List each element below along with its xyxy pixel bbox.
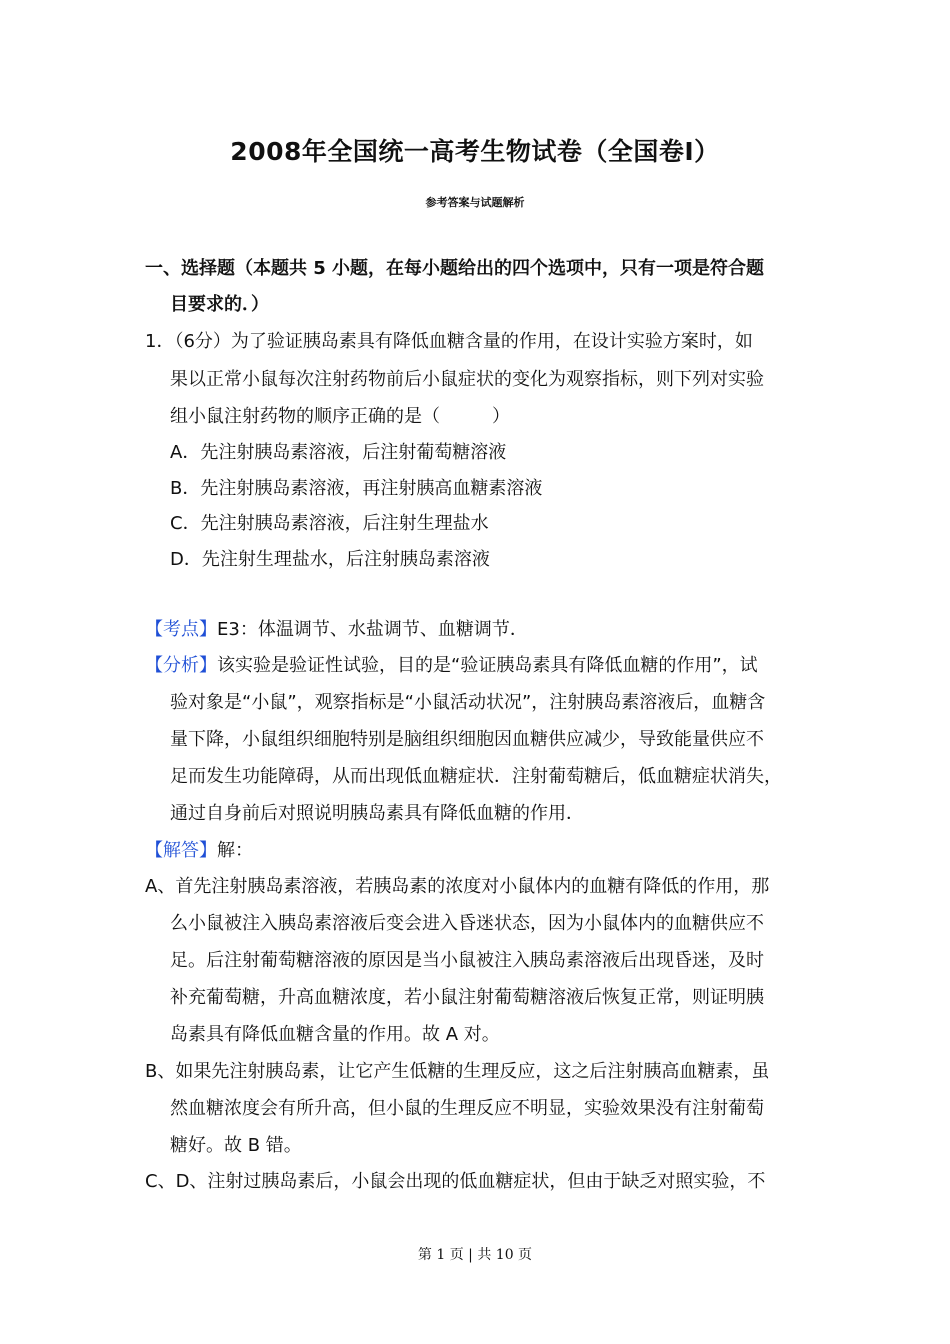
fenxi-line-3: 量下降，小鼠组织细胞特别是脑组织细胞因血糖供应减少，导致能量供应不 bbox=[170, 729, 764, 750]
answer-a-line-2: 么小鼠被注入胰岛素溶液后变会进入昏迷状态，因为小鼠体内的血糖供应不 bbox=[170, 913, 764, 934]
page-title: 2008年全国统一高考生物试卷（全国卷Ⅰ） bbox=[230, 137, 720, 166]
fenxi-line-5: 通过自身前后对照说明胰岛素具有降低血糖的作用． bbox=[170, 803, 584, 824]
answer-a-line-3: 足。后注射葡萄糖溶液的原因是当小鼠被注入胰岛素溶液后出现昏迷，及时 bbox=[170, 950, 764, 971]
jieda-text: 解： bbox=[217, 840, 253, 861]
question-stem-close: ） bbox=[492, 406, 510, 427]
option-a: A．先注射胰岛素溶液，后注射葡萄糖溶液 bbox=[170, 442, 507, 463]
option-c: C．先注射胰岛素溶液，后注射生理盐水 bbox=[170, 513, 489, 534]
answer-b-line-3: 糖好。故 B 错。 bbox=[170, 1135, 302, 1156]
jieda-tag: 【解答】 bbox=[145, 840, 217, 861]
option-d: D．先注射生理盐水，后注射胰岛素溶液 bbox=[170, 549, 490, 570]
fenxi-line-4: 足而发生功能障碍，从而出现低血糖症状．注射葡萄糖后，低血糖症状消失， bbox=[170, 766, 782, 787]
section-heading-line-2: 目要求的．） bbox=[170, 294, 269, 315]
answer-b-line-1: B、如果先注射胰岛素，让它产生低糖的生理反应，这之后注射胰高血糖素，虽 bbox=[145, 1061, 770, 1082]
question-stem-line-2: 果以正常小鼠每次注射药物前后小鼠症状的变化为观察指标，则下列对实验 bbox=[170, 369, 764, 390]
section-heading-line-1: 一、选择题（本题共 5 小题，在每小题给出的四个选项中，只有一项是符合题 bbox=[145, 258, 765, 279]
kaodian-line bbox=[145, 617, 528, 643]
answer-b-line-2: 然血糖浓度会有所升高，但小鼠的生理反应不明显，实验效果没有注射葡萄 bbox=[170, 1098, 764, 1119]
question-stem-line-1: 1．（6分）为了验证胰岛素具有降低血糖含量的作用，在设计实验方案时，如 bbox=[145, 331, 753, 352]
answer-a-line-4: 补充葡萄糖，升高血糖浓度，若小鼠注射葡萄糖溶液后恢复正常，则证明胰 bbox=[170, 987, 764, 1008]
question-stem-line-3 bbox=[170, 404, 510, 430]
answer-a-line-5: 岛素具有降低血糖含量的作用。故 A 对。 bbox=[170, 1024, 500, 1045]
fenxi-text-1: 该实验是验证性试验，目的是“验证胰岛素具有降低血糖的作用”，试 bbox=[217, 655, 758, 676]
jieda-line bbox=[145, 838, 253, 864]
fenxi-tag: 【分析】 bbox=[145, 655, 217, 676]
fenxi-line-2: 验对象是“小鼠”，观察指标是“小鼠活动状况”，注射胰岛素溶液后，血糖含 bbox=[170, 692, 766, 713]
answer-a-line-1: A、首先注射胰岛素溶液，若胰岛素的浓度对小鼠体内的血糖有降低的作用，那 bbox=[145, 876, 770, 897]
kaodian-text: E3：体温调节、水盐调节、血糖调节． bbox=[217, 619, 528, 640]
fenxi-line-1 bbox=[145, 653, 758, 679]
option-b: B．先注射胰岛素溶液，再注射胰高血糖素溶液 bbox=[170, 478, 543, 499]
page-footer: 第 1 页 | 共 10 页 bbox=[417, 1247, 533, 1263]
answer-cd-line-1: C、D、注射过胰岛素后，小鼠会出现的低血糖症状，但由于缺乏对照实验，不 bbox=[145, 1171, 766, 1192]
question-stem-text: 组小鼠注射药物的顺序正确的是（ bbox=[170, 406, 440, 427]
page-subtitle: 参考答案与试题解析 bbox=[425, 196, 525, 209]
kaodian-tag: 【考点】 bbox=[145, 619, 217, 640]
